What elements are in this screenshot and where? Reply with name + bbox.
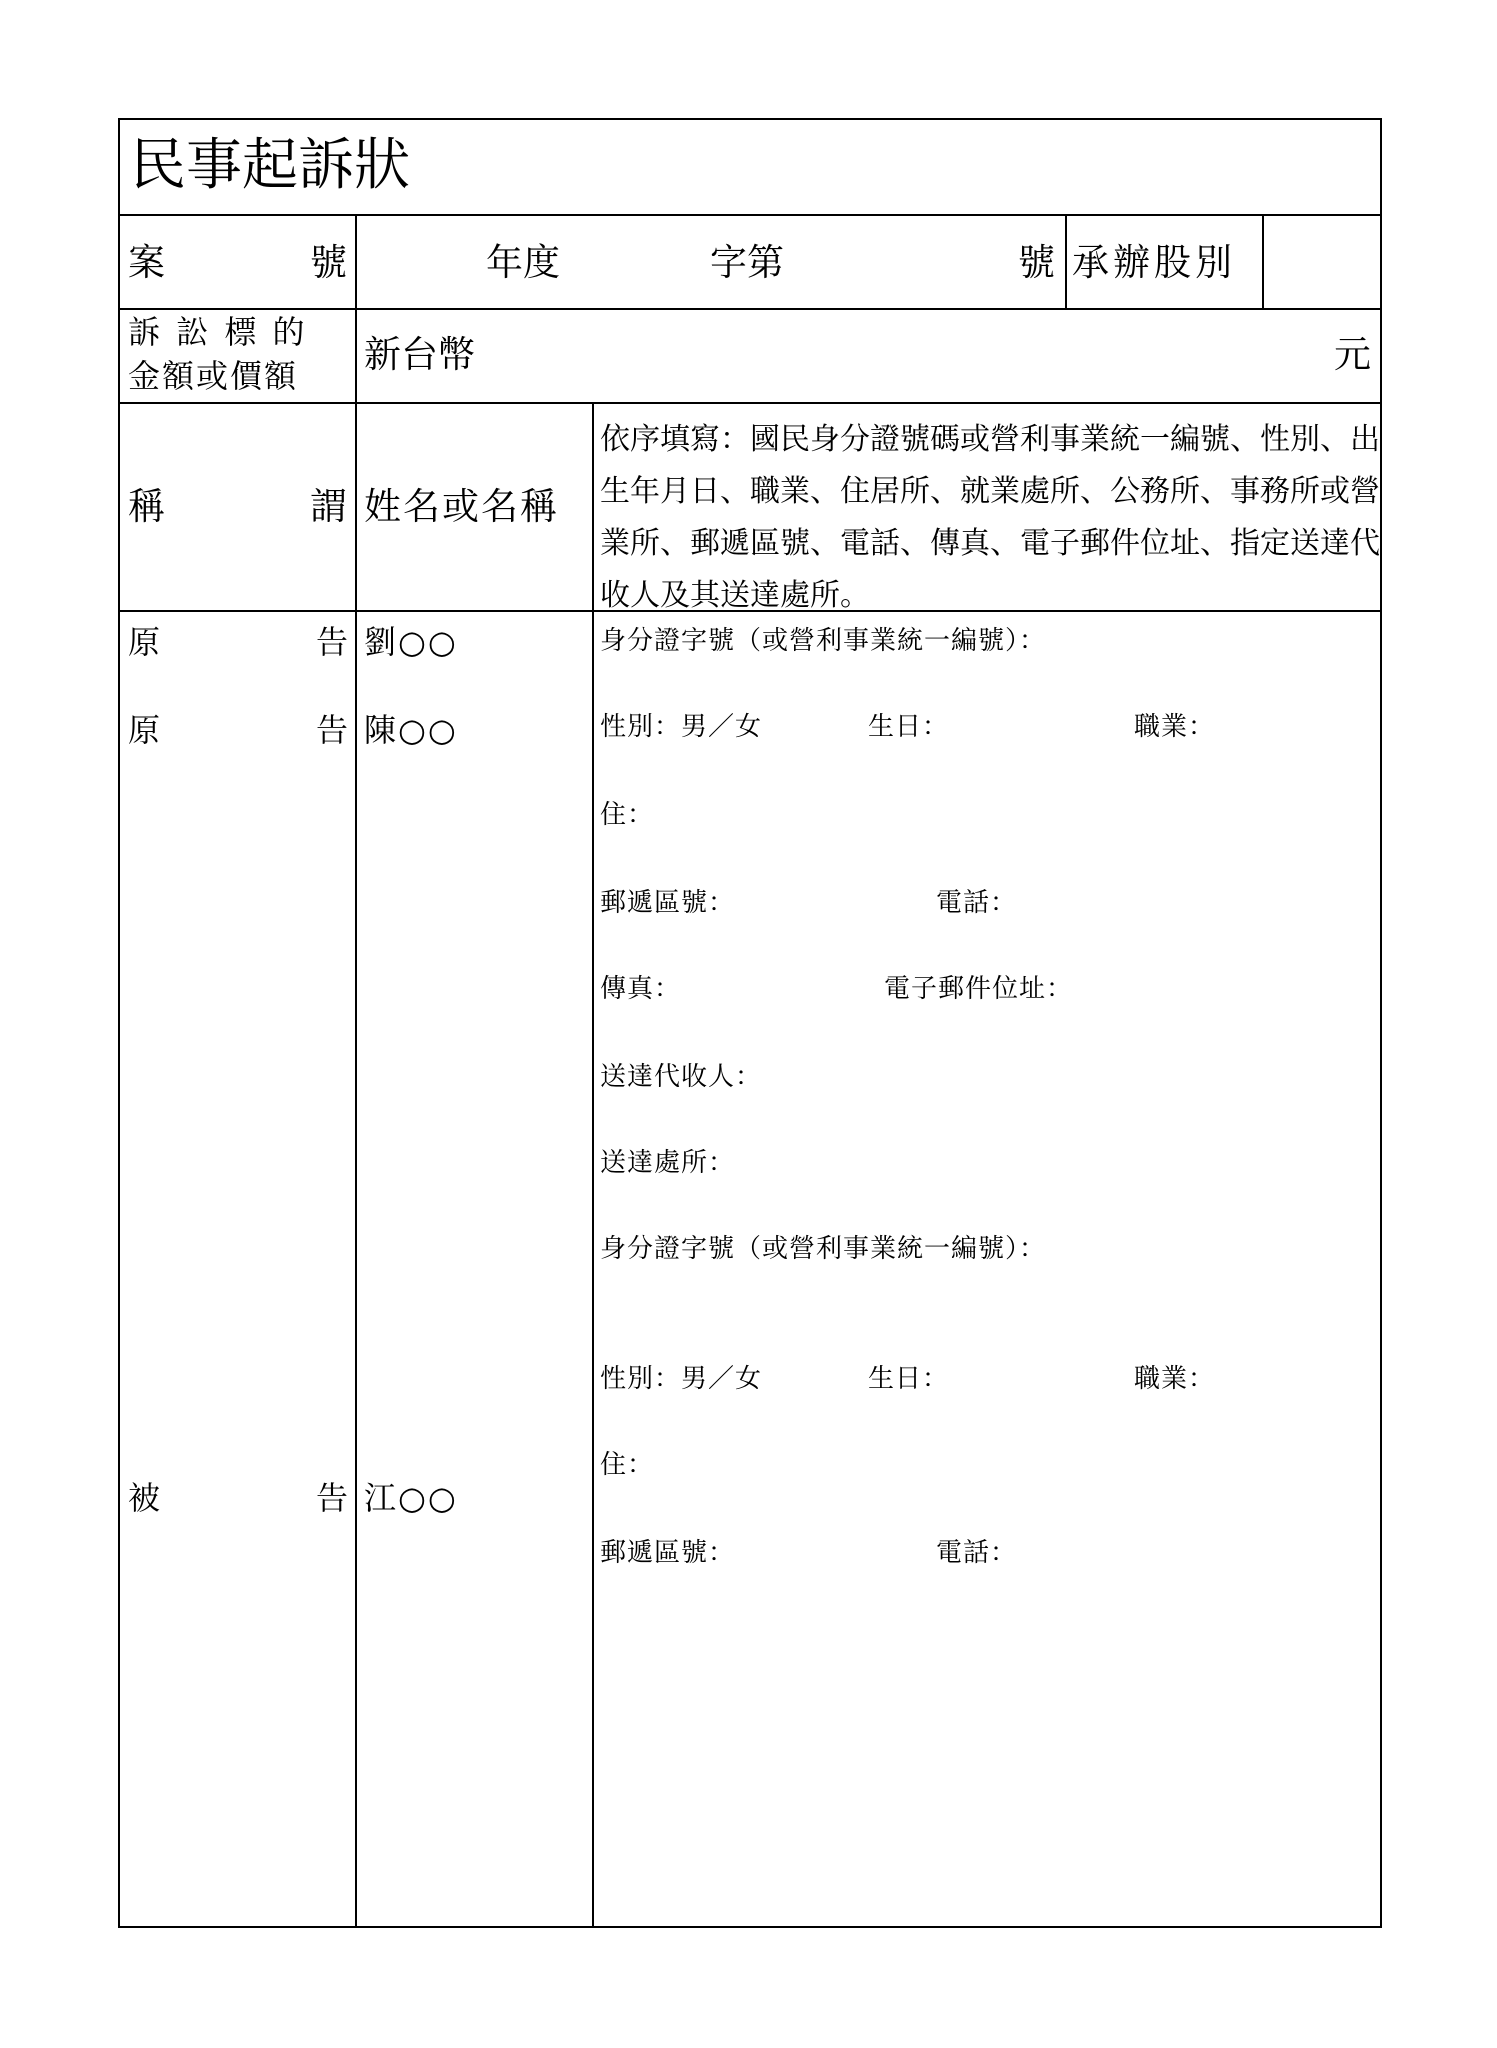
party-1-role-left: 原: [128, 623, 163, 661]
party-2-role-right: 告: [316, 711, 351, 749]
defendant-gender-label: 性別：男／女: [600, 1364, 763, 1394]
party-3-name: 江○○: [364, 1479, 458, 1517]
amount-label-line2: 金額或價額: [128, 357, 299, 395]
col-divider-division-value: [1262, 214, 1264, 308]
plaintiff-service-place-label: 送達處所：: [600, 1148, 736, 1178]
col-divider-case-division: [1065, 214, 1067, 308]
defendant-birthday-label: 生日：: [868, 1364, 950, 1394]
case-word-label: 字第: [710, 241, 784, 284]
division-label: 承辦股別: [1072, 241, 1236, 284]
plaintiff-address-label: 住：: [600, 800, 655, 830]
defendant-address-label: 住：: [600, 1450, 655, 1480]
plaintiff-postal-label: 郵遞區號：: [600, 888, 736, 918]
currency-label: 新台幣: [364, 333, 475, 376]
party-3-role-left: 被: [128, 1479, 163, 1517]
plaintiff-birthday-label: 生日：: [868, 712, 950, 742]
party-1-name: 劉○○: [364, 623, 458, 661]
division-value-field[interactable]: [1266, 216, 1380, 306]
defendant-phone-label: 電話：: [936, 1538, 1018, 1568]
plaintiff-agent-label: 送達代收人：: [600, 1062, 763, 1092]
rule-below-case: [120, 308, 1382, 310]
case-number-label: 號: [1018, 241, 1055, 284]
party-1-role-right: 告: [316, 623, 351, 661]
role-header-right: 謂: [310, 485, 347, 528]
plaintiff-gender-label: 性別：男／女: [600, 712, 763, 742]
form-title: 民事起訴狀: [130, 133, 410, 198]
complaint-form: [118, 118, 1382, 1928]
case-year-label: 年度: [486, 241, 560, 284]
amount-value-field[interactable]: [500, 316, 1320, 400]
plaintiff-email-label: 電子郵件位址：: [884, 974, 1074, 1004]
plaintiff-fax-label: 傳真：: [600, 974, 682, 1004]
col-divider-role: [355, 214, 357, 1928]
role-header-left: 稱: [128, 485, 165, 528]
defendant-postal-label: 郵遞區號：: [600, 1538, 736, 1568]
rule-below-title: [120, 214, 1382, 216]
defendant-id-label: 身分證字號（或營利事業統一編號）：: [600, 1234, 1047, 1264]
defendant-occupation-label: 職業：: [1134, 1364, 1216, 1394]
instructions-text: 依序填寫：國民身分證號碼或營利事業統一編號、性別、出生年月日、職業、住居所、就業處所、公務所、事務所或營業所、郵遞區號、電話、傳真、電子郵件位址、指定送達代收人及其送達處所。: [600, 422, 1380, 613]
name-header: 姓名或名稱: [364, 485, 559, 528]
amount-unit: 元: [1334, 333, 1371, 376]
party-3-role-right: 告: [316, 1479, 351, 1517]
case-label-right: 號: [310, 241, 347, 284]
party-2-name: 陳○○: [364, 711, 458, 749]
col-divider-name: [592, 402, 594, 1928]
amount-label-line1: 訴 訟 標 的: [128, 313, 308, 351]
plaintiff-id-label: 身分證字號（或營利事業統一編號）：: [600, 626, 1047, 656]
party-2-role-left: 原: [128, 711, 163, 749]
plaintiff-occupation-label: 職業：: [1134, 712, 1216, 742]
case-label-left: 案: [128, 241, 165, 284]
plaintiff-phone-label: 電話：: [936, 888, 1018, 918]
rule-below-amount: [120, 402, 1382, 404]
